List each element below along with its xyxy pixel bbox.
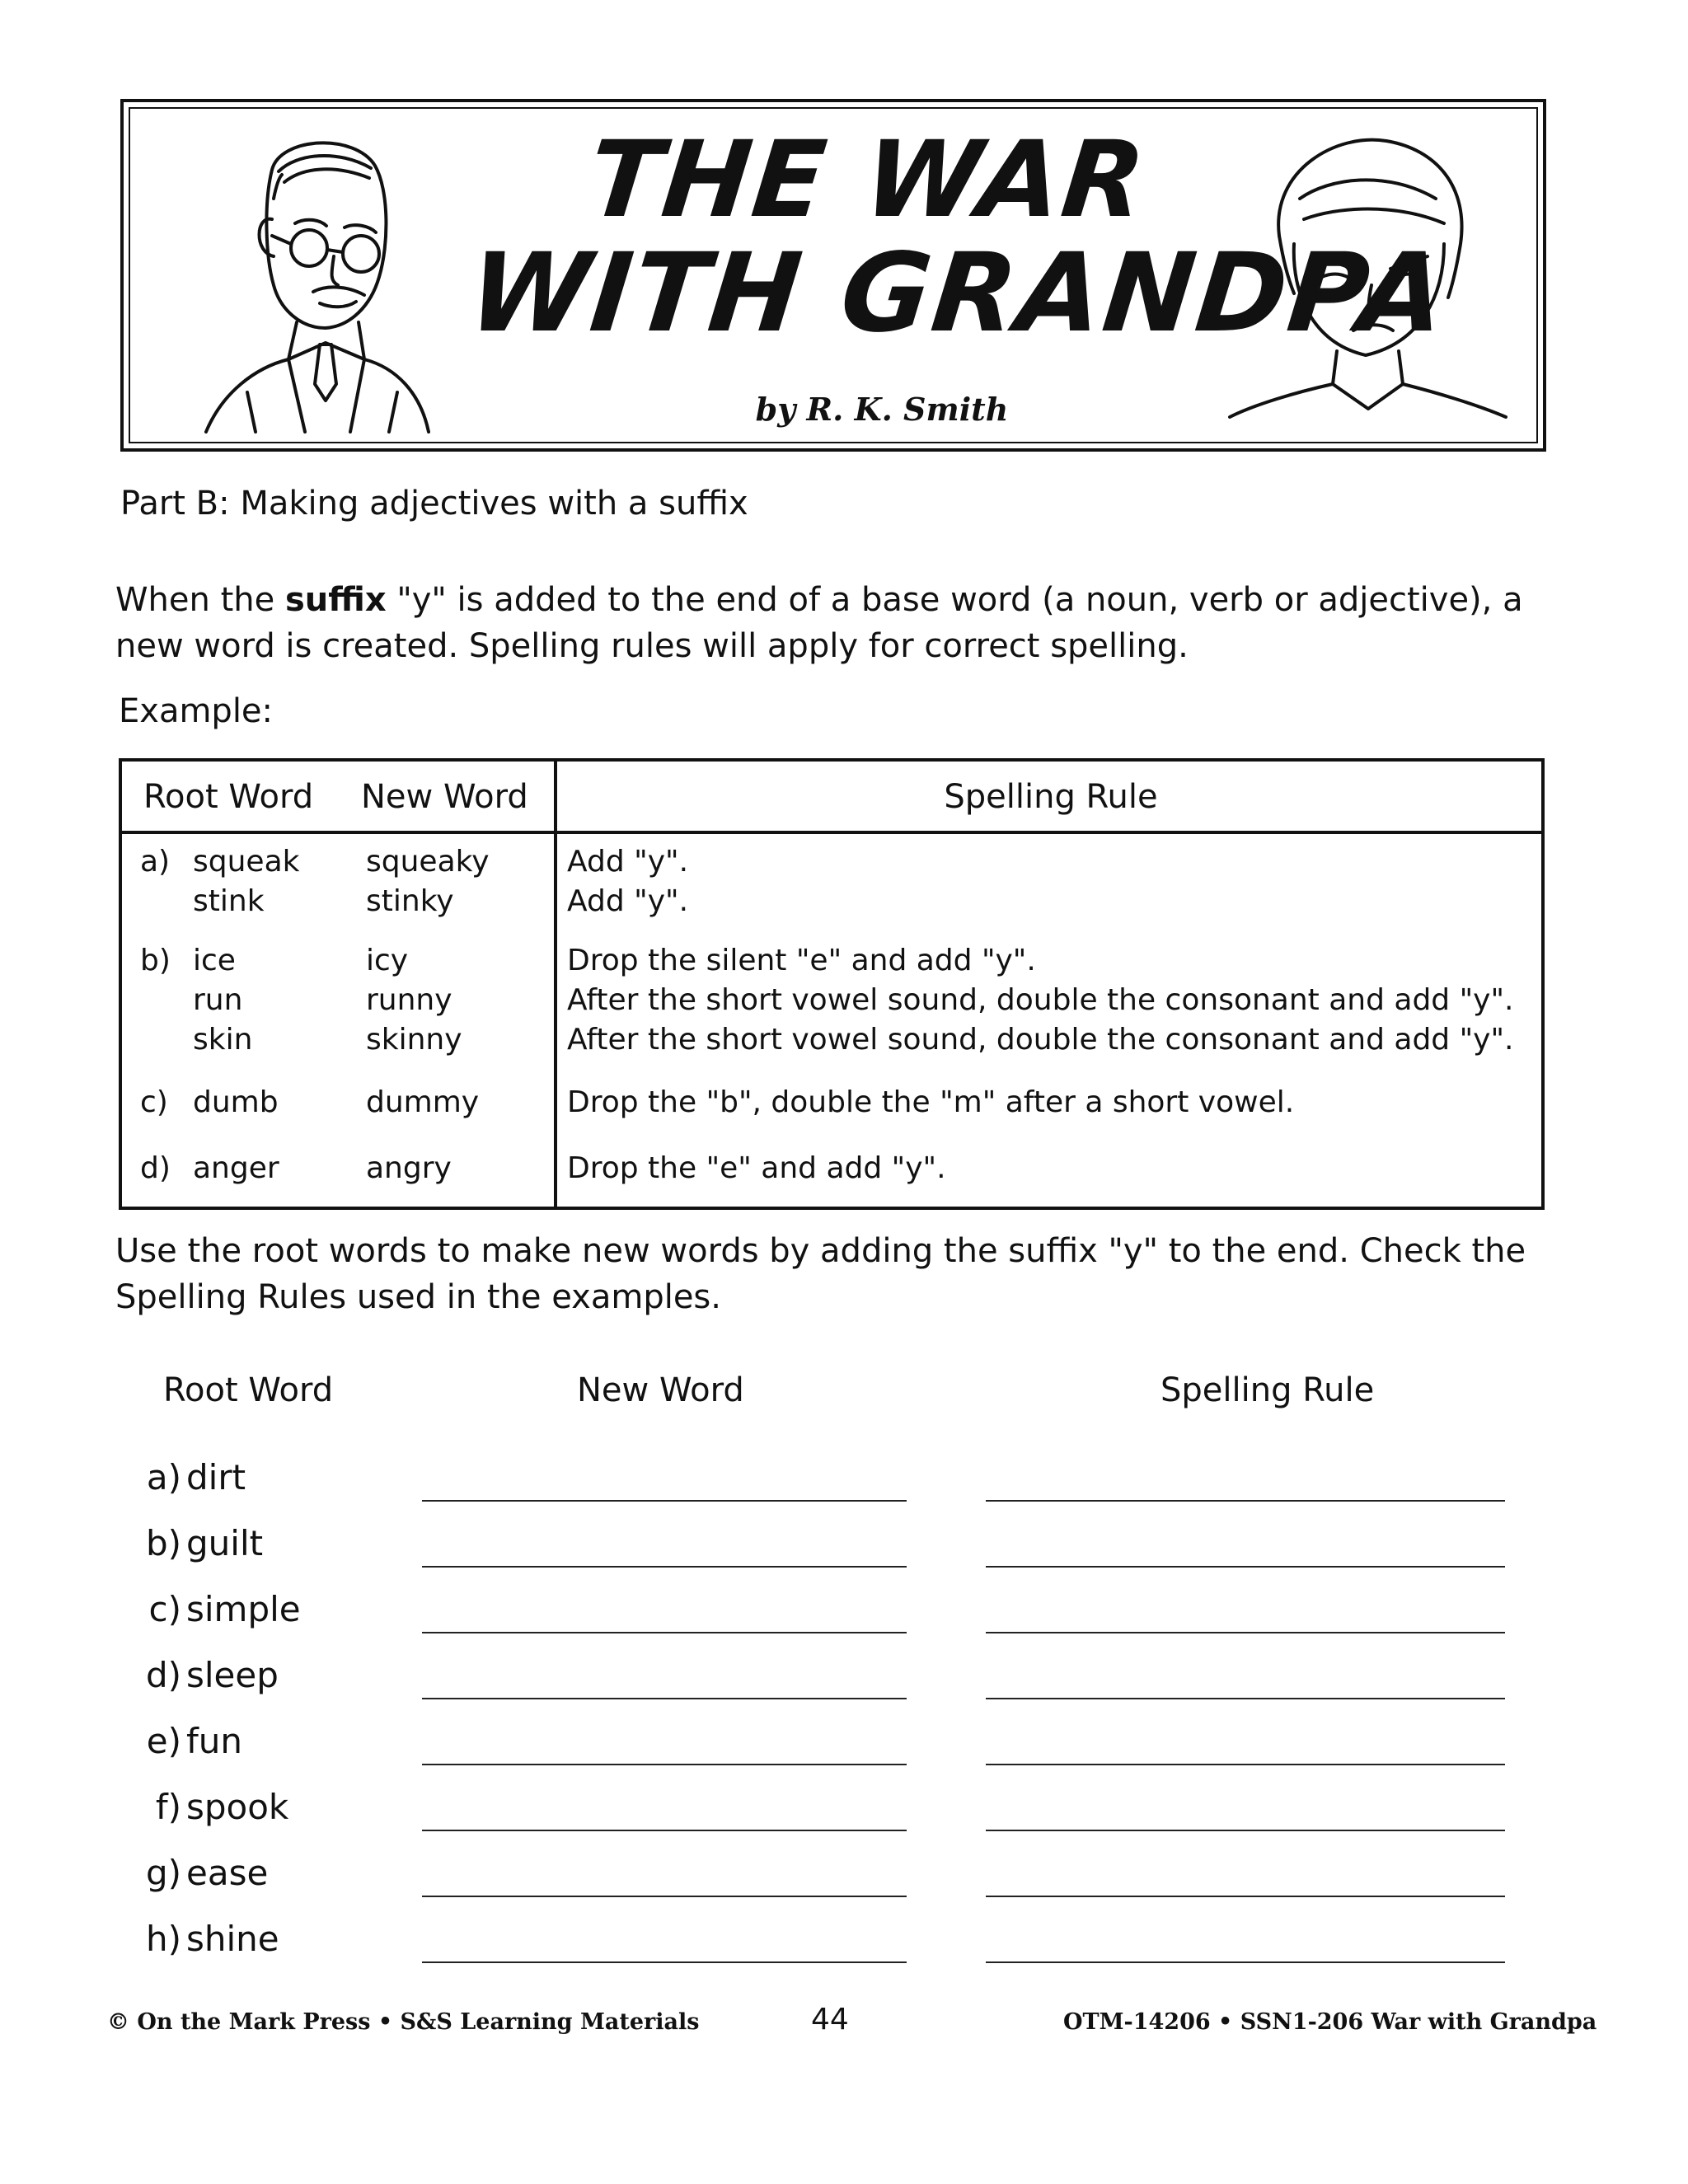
spelling-rule-blank[interactable]: [986, 1698, 1505, 1699]
new-word-blank[interactable]: [422, 1632, 907, 1633]
new-word-blank[interactable]: [422, 1830, 907, 1831]
spelling-rule-blank[interactable]: [986, 1566, 1505, 1568]
new-word-blank[interactable]: [422, 1500, 907, 1502]
table-row-letter: b): [140, 944, 171, 977]
exercise-root-word: guilt: [186, 1523, 264, 1563]
exercise-letter: g): [145, 1853, 181, 1893]
table-cell-new: skinny: [366, 1023, 462, 1057]
boy-illustration: [1221, 120, 1510, 434]
exercise-root-word: spook: [186, 1787, 289, 1827]
table-header-new-word: New Word: [361, 778, 528, 816]
exercise-root-word: ease: [186, 1853, 269, 1893]
table-row-letter: a): [140, 845, 171, 879]
intro-paragraph: [115, 577, 1566, 669]
table-cell-rule: Add "y".: [567, 845, 689, 879]
exercise-header-spelling-rule: Spelling Rule: [1160, 1371, 1375, 1409]
exercise-header-new-word: New Word: [577, 1371, 744, 1409]
part-heading: Part B: Making adjectives with a suffix: [120, 485, 748, 523]
book-title: [462, 119, 1453, 407]
table-cell-rule: Drop the silent "e" and add "y".: [567, 944, 1036, 977]
intro-text-start: When the: [115, 581, 285, 619]
new-word-blank[interactable]: [422, 1566, 907, 1568]
intro-bold-term: suffix: [284, 581, 387, 619]
author-byline: by R. K. Smith: [755, 391, 1009, 428]
exercise-root-word: sleep: [186, 1655, 279, 1695]
spelling-rule-blank[interactable]: [986, 1830, 1505, 1831]
table-cell-root: ice: [193, 944, 236, 977]
spelling-rule-blank[interactable]: [986, 1500, 1505, 1502]
exercise-letter: d): [145, 1655, 181, 1695]
exercise-row: [0, 1853, 1688, 1919]
exercise-root-word: dirt: [186, 1457, 246, 1497]
exercise-row: [0, 1787, 1688, 1853]
table-row-letter: c): [140, 1085, 168, 1119]
exercise-header-root-word: Root Word: [163, 1371, 334, 1409]
table-header-root-word: Root Word: [143, 778, 314, 816]
exercise-row: [0, 1457, 1688, 1523]
new-word-blank[interactable]: [422, 1698, 907, 1699]
new-word-blank[interactable]: [422, 1896, 907, 1897]
exercise-root-word: simple: [186, 1589, 301, 1629]
spelling-rule-blank[interactable]: [986, 1632, 1505, 1633]
table-cell-root: squeak: [193, 845, 300, 879]
new-word-blank[interactable]: [422, 1961, 907, 1963]
example-table: [119, 758, 1545, 1210]
exercise-letter: c): [148, 1589, 181, 1629]
page-number: 44: [811, 2003, 849, 2036]
table-cell-new: stinky: [366, 884, 454, 918]
exercise-root-word: fun: [186, 1721, 243, 1761]
table-cell-rule: Drop the "b", double the "m" after a short vowel.: [567, 1085, 1295, 1119]
new-word-blank[interactable]: [422, 1764, 907, 1765]
table-cell-new: runny: [366, 983, 452, 1017]
spelling-rule-blank[interactable]: [986, 1764, 1505, 1765]
table-cell-root: stink: [193, 884, 265, 918]
footer-publisher: © On the Mark Press • S&S Learning Materials: [107, 2009, 700, 2035]
table-cell-new: icy: [366, 944, 409, 977]
exercise-letter: a): [146, 1457, 181, 1497]
footer-product-code: OTM-14206 • SSN1-206 War with Grandpa: [1063, 2009, 1597, 2035]
table-column-divider: [554, 762, 557, 1207]
spelling-rule-blank[interactable]: [986, 1896, 1505, 1897]
table-cell-new: angry: [366, 1151, 452, 1185]
title-banner: [120, 99, 1546, 452]
example-label: Example:: [119, 692, 274, 730]
exercise-row: [0, 1589, 1688, 1655]
exercise-letter: e): [146, 1721, 181, 1761]
grandpa-illustration: [173, 120, 462, 434]
exercise-row: [0, 1721, 1688, 1787]
exercise-row: [0, 1655, 1688, 1721]
table-cell-root: skin: [193, 1023, 253, 1057]
table-header-divider: [122, 831, 1541, 834]
title-line-2: WITH GRANDPA: [462, 230, 1453, 357]
table-cell-rule: Add "y".: [567, 884, 689, 918]
exercise-row: [0, 1919, 1688, 1985]
table-row-letter: d): [140, 1151, 171, 1185]
exercise-letter: h): [145, 1919, 181, 1959]
spelling-rule-blank[interactable]: [986, 1961, 1505, 1963]
exercise-root-word: shine: [186, 1919, 279, 1959]
table-cell-rule: After the short vowel sound, double the consonant and add "y".: [567, 1023, 1514, 1057]
table-cell-new: squeaky: [366, 845, 490, 879]
exercise-letter: b): [145, 1523, 181, 1563]
table-cell-new: dummy: [366, 1085, 480, 1119]
exercise-letter: f): [155, 1787, 181, 1827]
exercise-instructions: Use the root words to make new words by adding the suffix "y" to the end. Check the Spelling Rules used in the examples.: [115, 1232, 1526, 1316]
table-header-spelling-rule: Spelling Rule: [944, 778, 1158, 816]
table-cell-root: anger: [193, 1151, 279, 1185]
table-cell-rule: Drop the "e" and add "y".: [567, 1151, 946, 1185]
table-cell-rule: After the short vowel sound, double the consonant and add "y".: [567, 983, 1514, 1017]
exercise-row: [0, 1523, 1688, 1589]
table-cell-root: run: [193, 983, 243, 1017]
table-cell-root: dumb: [193, 1085, 279, 1119]
intro-text-end: "y" is added to the end of a base word (a noun, verb or adjective), a new word is created. Spelling rules will apply for correct spelling.: [115, 581, 1523, 665]
title-line-1: THE WAR: [583, 119, 1152, 241]
